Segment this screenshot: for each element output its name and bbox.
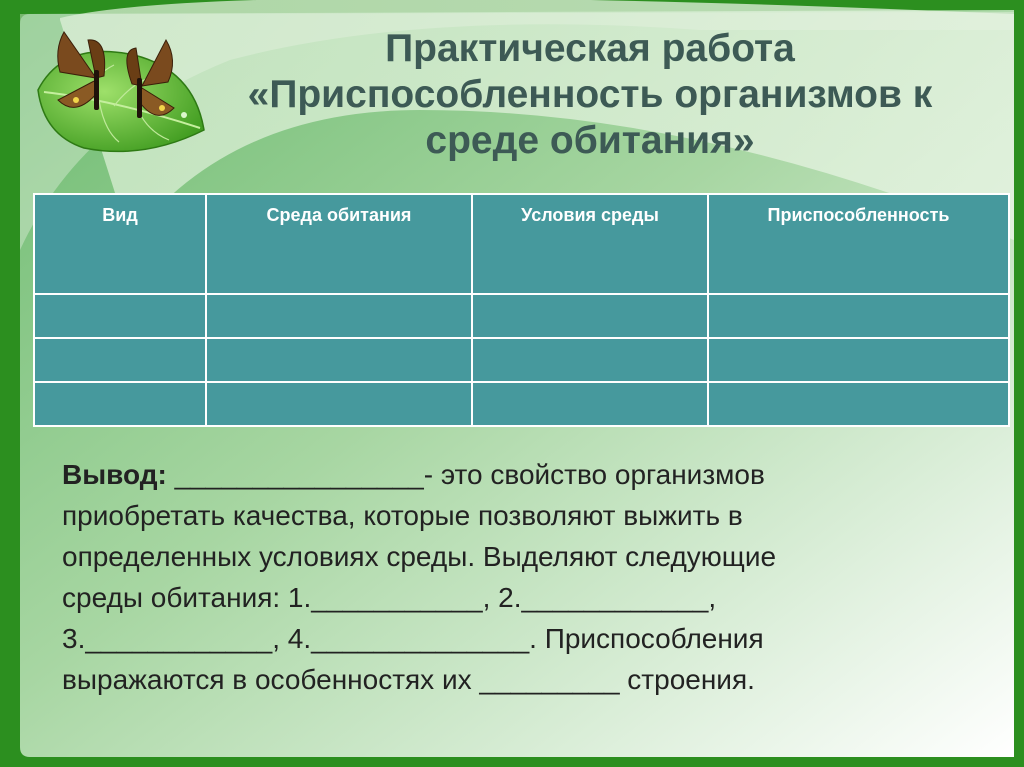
conclusion-line-3: определенных условиях среды. Выделяют следующие: [62, 541, 777, 572]
table-cell[interactable]: [206, 338, 472, 382]
table-header-row: [34, 194, 1009, 294]
header-habitat: Среда обитания: [206, 194, 472, 294]
slide-title: [180, 26, 1000, 164]
butterfly-left-icon: [58, 32, 105, 110]
table-cell[interactable]: [206, 294, 472, 338]
header-conditions: Условия среды: [472, 194, 708, 294]
table-cell[interactable]: [708, 294, 1009, 338]
conclusion-label: Вывод:: [62, 459, 167, 490]
header-species: Вид: [34, 194, 206, 294]
conclusion-line-2: приобретать качества, которые позволяют выжить в: [62, 500, 743, 531]
table-row: [34, 294, 1009, 338]
table-cell[interactable]: [34, 294, 206, 338]
table-cell[interactable]: [34, 382, 206, 426]
table-row: [34, 338, 1009, 382]
table-cell[interactable]: [34, 338, 206, 382]
conclusion-line-6: выражаются в особенностях их _________ строения.: [62, 664, 755, 695]
header-adaptation: Приспособленность: [708, 194, 1009, 294]
table-row: [34, 382, 1009, 426]
table-cell[interactable]: [472, 338, 708, 382]
adaptation-table: [33, 193, 1010, 427]
table-cell[interactable]: [472, 294, 708, 338]
title-line-1: Практическая работа: [385, 27, 795, 70]
table-cell[interactable]: [472, 382, 708, 426]
conclusion-line-5: 3.____________, 4.______________. Приспособления: [62, 623, 764, 654]
title-line-2: «Приспособленность организмов к: [247, 73, 933, 116]
table-cell[interactable]: [708, 338, 1009, 382]
conclusion-line-1-rest: ________________- это свойство организмов: [166, 459, 765, 490]
table-cell[interactable]: [708, 382, 1009, 426]
conclusion-text: [62, 454, 962, 700]
conclusion-line-4: среды обитания: 1.___________, 2.____________,: [62, 582, 717, 613]
conclusion-line-1: [62, 454, 962, 495]
title-line-3: среде обитания»: [425, 119, 755, 162]
table-cell[interactable]: [206, 382, 472, 426]
